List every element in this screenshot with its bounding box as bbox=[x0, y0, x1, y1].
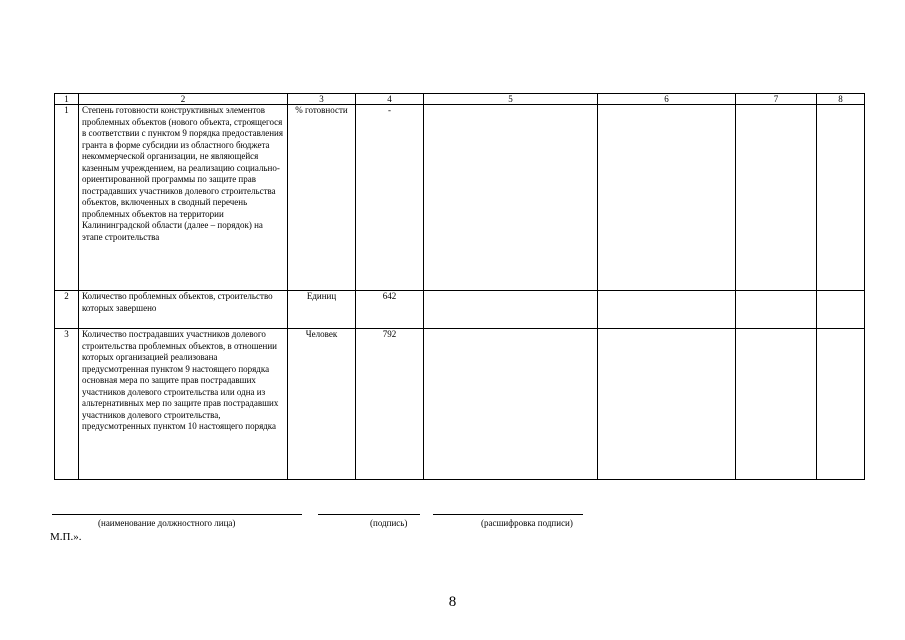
row-col-6 bbox=[598, 105, 736, 291]
decoding-signature-line bbox=[433, 514, 583, 515]
decoding-caption: (расшифровка подписи) bbox=[481, 518, 573, 528]
header-col-4: 4 bbox=[356, 94, 424, 105]
table-row bbox=[55, 291, 865, 329]
signature-line bbox=[318, 514, 420, 515]
header-col-1: 1 bbox=[55, 94, 79, 105]
row-col-8 bbox=[817, 291, 865, 329]
row-value: 642 bbox=[356, 291, 424, 329]
row-col-6 bbox=[598, 291, 736, 329]
header-col-6: 6 bbox=[598, 94, 736, 105]
row-unit: % готовности bbox=[288, 105, 356, 291]
position-caption: (наименование должностного лица) bbox=[98, 518, 236, 528]
row-description bbox=[79, 329, 288, 480]
table-row bbox=[55, 329, 865, 480]
row-description-text: Степень готовности конструктивных элементов проблемных объектов (нового объекта, строящегося в соответствии с пунктом 9 порядка предоставления гранта в форме субсидии из областного бюджета некоммерческой организации, не являющейся казенным учреждением, на реализацию социально-ориентированной программы по защите прав пострадавших участников долевого строительства объектов, включенных в сводный перечень проблемных объектов на территории Калининградской области (далее – порядок) на этапе строительства bbox=[82, 105, 284, 242]
row-col-5 bbox=[424, 291, 598, 329]
signature-caption: (подпись) bbox=[370, 518, 408, 528]
row-unit: Человек bbox=[288, 329, 356, 480]
row-description bbox=[79, 291, 288, 329]
row-col-5 bbox=[424, 329, 598, 480]
row-description-text: Количество пострадавших участников долевого строительства проблемных объектов, в отношении которых организацией реализована предусмотренная пунктом 9 настоящего порядка основная мера по защите прав пострадавших участников долевого строительства или одна из альтернативных мер по защите прав пострадавших участников долевого строительства, предусмотренных пунктом 10 настоящего порядка bbox=[82, 329, 279, 431]
row-col-5 bbox=[424, 105, 598, 291]
page-number: 8 bbox=[448, 594, 457, 610]
row-col-7 bbox=[736, 291, 817, 329]
table-row bbox=[55, 105, 865, 291]
row-value: 792 bbox=[356, 329, 424, 480]
indicators-table bbox=[54, 93, 865, 480]
row-col-6 bbox=[598, 329, 736, 480]
row-col-7 bbox=[736, 105, 817, 291]
row-col-8 bbox=[817, 329, 865, 480]
header-col-7: 7 bbox=[736, 94, 817, 105]
row-col-8 bbox=[817, 105, 865, 291]
header-row bbox=[55, 94, 865, 105]
header-col-5: 5 bbox=[424, 94, 598, 105]
row-col-7 bbox=[736, 329, 817, 480]
position-signature-line bbox=[52, 514, 302, 515]
header-col-3: 3 bbox=[288, 94, 356, 105]
row-description bbox=[79, 105, 288, 291]
row-number: 3 bbox=[55, 329, 79, 480]
row-unit: Единиц bbox=[288, 291, 356, 329]
header-col-8: 8 bbox=[817, 94, 865, 105]
row-number: 2 bbox=[55, 291, 79, 329]
row-description-text: Количество проблемных объектов, строительство которых завершено bbox=[82, 291, 273, 313]
header-col-2: 2 bbox=[79, 94, 288, 105]
row-value: - bbox=[356, 105, 424, 291]
stamp-label: М.П.». bbox=[50, 531, 82, 543]
row-number: 1 bbox=[55, 105, 79, 291]
